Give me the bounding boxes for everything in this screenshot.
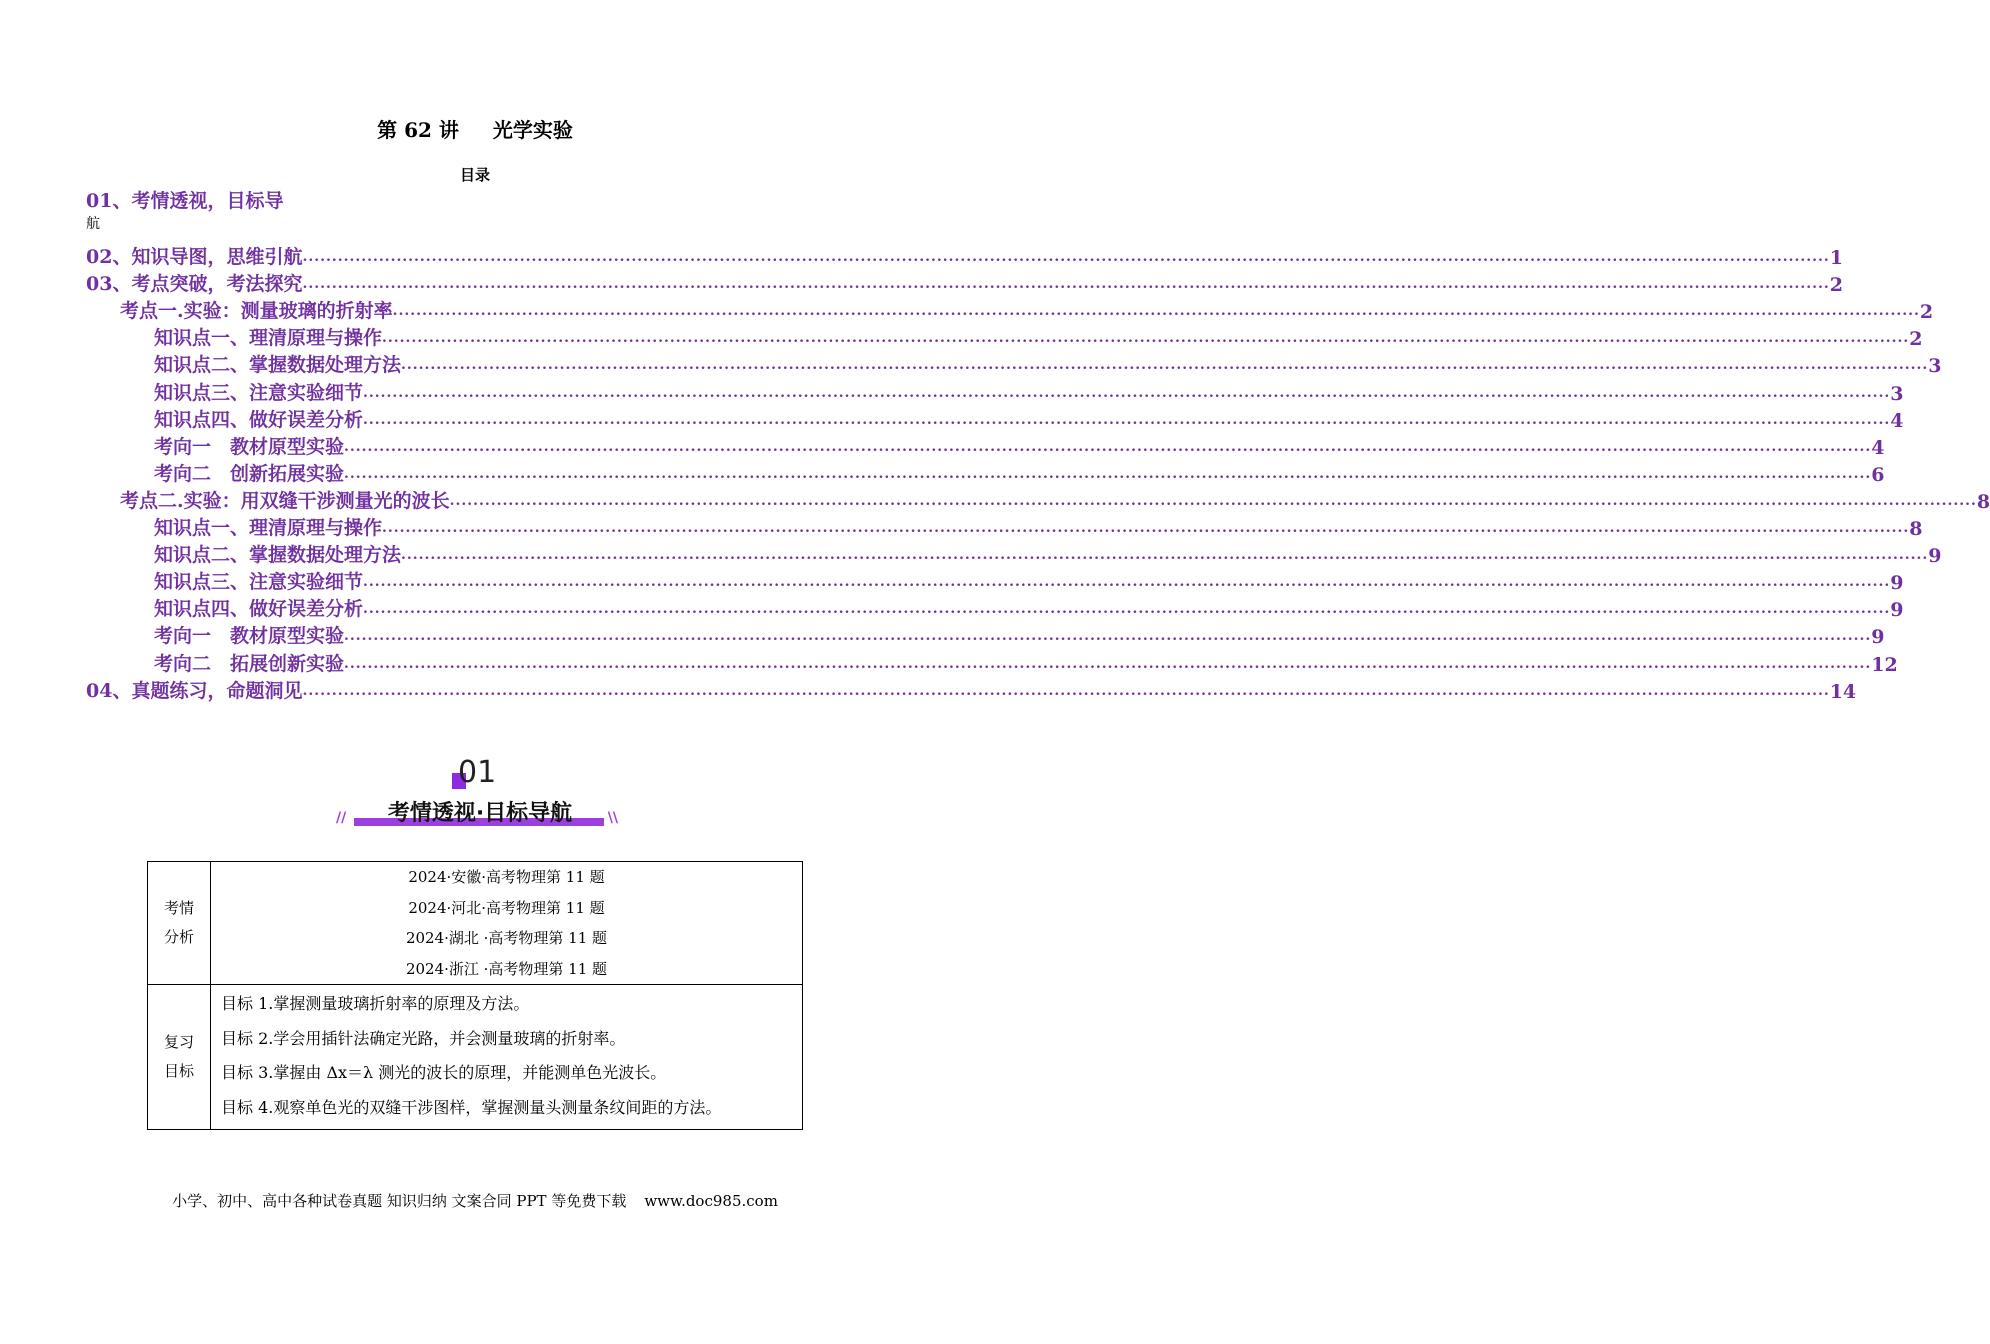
banner-right-mark: \\: [607, 810, 618, 826]
toc-leader-dots: ....................................................................................................................................................................................................................................................................: [302, 276, 1830, 293]
toc-entry[interactable]: [154, 540, 1942, 568]
toc-leader-dots: ....................................................................................................................................................................................................................................................................: [363, 601, 1891, 618]
toc-page-number: 8: [1976, 490, 1990, 513]
toc-leader-dots: ....................................................................................................................................................................................................................................................................: [344, 438, 1872, 455]
toc-entry-label: 知识点一、理清原理与操作: [154, 327, 383, 350]
section-number: 01: [452, 755, 490, 790]
goals-cell: [211, 985, 803, 1130]
toc-page-number: 9: [1928, 545, 1942, 568]
analysis-item: 2024·浙江 ·高考物理第 11 题: [405, 959, 608, 978]
toc-entry[interactable]: [154, 649, 1898, 676]
toc-entry[interactable]: [154, 621, 1885, 649]
footer-text: 小学、初中、高中各种试卷真题 知识归纳 文案合同 PPT 等免费下载: [172, 1192, 627, 1210]
toc-entry-label: 知识点三、注意实验细节: [154, 381, 364, 404]
toc-page-number: 9: [1871, 626, 1885, 649]
toc-entry-label: 考点二.实验：用双缝干涉测量光的波长: [120, 489, 450, 512]
toc-entry-label: 04、真题练习，命题洞见: [86, 679, 303, 702]
goal-item: 目标 2.学会用插针法确定光路，并会测量玻璃的折射率。: [221, 1028, 626, 1048]
toc-page-number: 14: [1829, 680, 1857, 703]
analysis-item: 2024·安徽·高考物理第 11 题: [408, 868, 605, 886]
toc-entry[interactable]: [154, 405, 1904, 432]
toc-entry-label: 考向一 教材原型实验: [154, 625, 345, 648]
toc-entry-label: 知识点四、做好误差分析: [154, 598, 364, 621]
toc-entry-label: 知识点二、掌握数据处理方法: [154, 354, 402, 377]
goal-item: 目标 3.掌握由 Δx＝λ 测光的波长的原理，并能测单色光波长。: [221, 1063, 667, 1082]
toc-page-number: 9: [1890, 599, 1904, 622]
document-title: [0, 114, 950, 143]
toc-page-number: 9: [1890, 572, 1904, 595]
toc-entry-label: 02、知识导图，思维引航: [86, 246, 303, 268]
toc-entry[interactable]: [120, 486, 1990, 513]
toc-leader-dots: ....................................................................................................................................................................................................................................................................: [363, 384, 1891, 401]
goal-item: 目标 1.掌握测量玻璃折射率的原理及方法。: [221, 994, 530, 1013]
toc-entry[interactable]: [154, 432, 1885, 459]
toc-page-number: 2: [1919, 301, 1934, 324]
lecture-topic: 光学实验: [492, 118, 573, 142]
toc-title: 目录: [459, 166, 490, 184]
toc-entry-label: 考向一 教材原型实验: [154, 435, 345, 458]
toc-entry-label: 知识点二、掌握数据处理方法: [154, 544, 402, 567]
toc-entry[interactable]: [154, 513, 1923, 540]
analysis-item: 2024·河北·高考物理第 11 题: [408, 898, 605, 917]
toc-leader-dots: ....................................................................................................................................................................................................................................................................: [363, 574, 1891, 591]
toc-entry[interactable]: [154, 459, 1885, 486]
toc-leader-dots: ....................................................................................................................................................................................................................................................................: [382, 330, 1910, 347]
toc-page-number: 8: [1909, 518, 1923, 540]
toc-entry[interactable]: [154, 567, 1904, 595]
toc-page-number: 4: [1890, 409, 1904, 432]
page-footer: [0, 1190, 950, 1211]
toc-leader-dots: ....................................................................................................................................................................................................................................................................: [302, 249, 1830, 265]
analysis-cell: [211, 862, 803, 985]
toc-entry-label: 知识点三、注意实验细节: [154, 571, 364, 594]
toc-page-number: 2: [1829, 274, 1843, 297]
toc-entry-01[interactable]: 01、考情透视，目标导: [86, 190, 284, 212]
toc-entry-label: 考向二 创新拓展实验: [154, 462, 345, 485]
toc-page-number: 2: [1909, 328, 1923, 351]
toc-page-number: 4: [1871, 436, 1885, 459]
toc-entry[interactable]: [154, 323, 1923, 351]
table-row-goals: [148, 985, 803, 1130]
toc-leader-dots: ....................................................................................................................................................................................................................................................................: [363, 411, 1891, 428]
toc-entry[interactable]: [86, 269, 1843, 297]
toc-entry[interactable]: [154, 350, 1942, 378]
exam-info-table: [147, 861, 803, 1130]
footer-link[interactable]: www.doc985.com: [644, 1192, 778, 1210]
toc-leader-dots: ....................................................................................................................................................................................................................................................................: [344, 628, 1872, 645]
toc-page-number: 12: [1871, 653, 1898, 676]
toc-entry[interactable]: [154, 594, 1904, 622]
toc-entry-label: 知识点四、做好误差分析: [154, 408, 364, 431]
toc-entry-label: 知识点一、理清原理与操作: [154, 517, 383, 539]
analysis-header: 考情 分析: [148, 862, 211, 985]
table-row-analysis: [148, 862, 803, 985]
banner-left-mark: //: [336, 810, 347, 826]
banner-title: 考情透视·目标导航: [387, 801, 573, 826]
toc-leader-dots: ....................................................................................................................................................................................................................................................................: [392, 303, 1920, 320]
toc-leader-dots: ....................................................................................................................................................................................................................................................................: [449, 492, 1977, 509]
analysis-item: 2024·湖北 ·高考物理第 11 题: [405, 929, 608, 947]
toc-page-number: 6: [1871, 463, 1885, 486]
toc-page-number: 3: [1890, 382, 1904, 405]
toc-entry[interactable]: [86, 242, 1843, 269]
toc-entry[interactable]: [154, 378, 1904, 405]
toc-entry-label: 03、考点突破，考法探究: [86, 273, 303, 296]
toc-entry-label: 考向二 拓展创新实验: [154, 652, 345, 675]
section-banner: [336, 796, 618, 830]
toc-leader-dots: ....................................................................................................................................................................................................................................................................: [401, 357, 1929, 374]
toc-leader-dots: ....................................................................................................................................................................................................................................................................: [302, 682, 1830, 699]
toc-page-number: 3: [1928, 355, 1942, 378]
toc-entry-label: 考点一.实验：测量玻璃的折射率: [120, 300, 393, 323]
toc-leader-dots: ....................................................................................................................................................................................................................................................................: [344, 465, 1872, 482]
goals-header: 复习 目标: [148, 985, 211, 1130]
toc-leader-dots: ....................................................................................................................................................................................................................................................................: [382, 520, 1910, 536]
toc-leader-dots: ....................................................................................................................................................................................................................................................................: [344, 655, 1872, 672]
toc-page-number: 1: [1829, 247, 1843, 269]
toc-leader-dots: ....................................................................................................................................................................................................................................................................: [401, 547, 1929, 564]
toc-entry[interactable]: [120, 296, 1934, 324]
toc-entry-01-wrap: 航: [86, 216, 100, 232]
lecture-number: 第 62 讲: [377, 118, 459, 142]
goal-item: 目标 4.观察单色光的双缝干涉图样，掌握测量头测量条纹间距的方法。: [221, 1097, 722, 1117]
toc-entry[interactable]: [86, 676, 1857, 703]
